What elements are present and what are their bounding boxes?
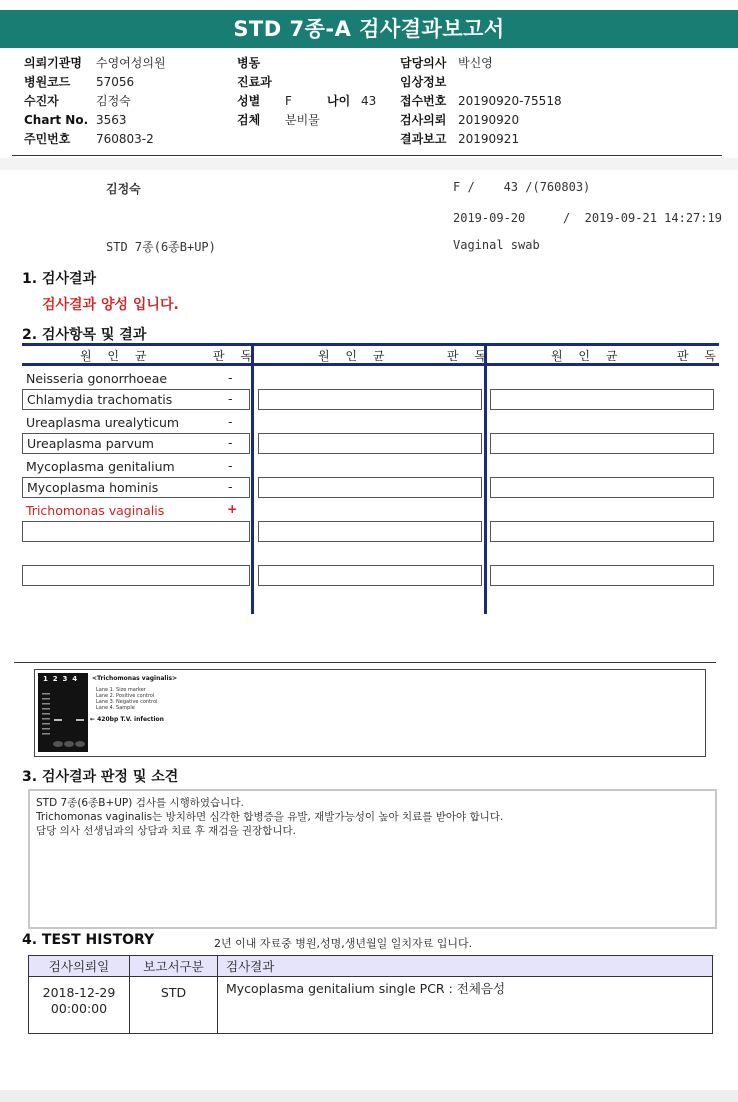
section4-title: 4. TEST HISTORY	[22, 932, 155, 948]
table-cell-empty	[258, 521, 482, 542]
table-cell-empty	[258, 433, 482, 454]
col-header-organism-2: 원 인 균	[318, 349, 391, 363]
history-table	[28, 955, 713, 1034]
table-cell-empty	[258, 477, 482, 498]
info-row-chart-no: Chart No. 3563	[24, 113, 127, 127]
info-row-sex-age: 성별 F 나이 43	[237, 94, 377, 108]
info-divider-shadow	[0, 158, 738, 170]
report-title: STD 7종-A 검사결과보고서	[0, 10, 738, 48]
info-row-doctor: 담당의사 박신영	[400, 56, 493, 70]
section1-title: 1. 검사결과	[22, 271, 97, 287]
findings-box	[28, 789, 717, 929]
summary-date-reported: / 2019-09-21 14:27:19	[563, 211, 722, 225]
col-header-judgement-2: 판 독	[447, 349, 492, 363]
gel-lane-numbers: 1 2 3 4	[43, 675, 78, 683]
table-row: Mycoplasma genitalium -	[26, 458, 233, 474]
gel-electrophoresis-image	[38, 673, 88, 752]
col-header-judgement-1: 판 독	[213, 349, 258, 363]
page-footer-bar	[0, 1090, 738, 1102]
history-header-type: 보고서구분	[130, 956, 218, 977]
col-header-organism-3: 원 인 균	[551, 349, 624, 363]
col-header-organism-1: 원 인 균	[80, 349, 153, 363]
table-row: Ureaplasma urealyticum -	[26, 414, 233, 430]
table-col-divider-1	[251, 343, 254, 614]
section2-title: 2. 검사항목 및 결과	[22, 327, 147, 343]
table-row: Chlamydia trachomatis -	[22, 389, 250, 410]
gel-divider	[14, 662, 716, 663]
table-top-border	[22, 343, 719, 346]
findings-text: STD 7종(6종B+UP) 검사를 시행하였습니다. Trichomonas vaginalis는 방치하면 심각한 합병증을 유발, 재발가능성이 높아 치료를 받아야 합니다. 담당 의사 선생님과의 상담과 치료 후 재검을 권장합니다.	[36, 797, 504, 837]
info-right	[400, 54, 720, 149]
summary-test-name: STD 7종(6종B+UP)	[106, 240, 216, 254]
table-row-empty	[22, 521, 250, 542]
summary-name: 김정숙	[106, 182, 141, 196]
info-row-receipt-no: 접수번호 20190920-75518	[400, 94, 562, 108]
table-cell-empty	[490, 565, 714, 586]
positive-result: 검사결과 양성 입니다.	[42, 297, 179, 313]
table-cell-empty	[490, 433, 714, 454]
table-row-positive: Trichomonas vaginalis +	[26, 501, 238, 518]
info-row-report-date: 결과보고 20190921	[400, 132, 520, 146]
table-cell-empty	[258, 565, 482, 586]
table-row: Neisseria gonorrhoeae -	[26, 370, 233, 386]
history-type-cell: STD	[130, 977, 218, 1034]
arrow-left-icon: ←	[90, 716, 96, 723]
info-row-resident-no: 주민번호 760803-2	[24, 132, 154, 146]
history-note: 2년 이내 자료중 병원,성명,생년월일 일치자료 입니다.	[214, 937, 473, 950]
history-header-date: 검사의뢰일	[29, 956, 130, 977]
history-result-cell: Mycoplasma genitalium single PCR : 전체음성	[218, 977, 713, 1034]
gel-image-frame	[34, 669, 706, 757]
gel-title: <Trichomonas vaginalis>	[92, 675, 178, 682]
table-cell-empty	[258, 389, 482, 410]
gel-band-label: ← 420bp T.V. infection	[90, 716, 164, 723]
info-middle	[237, 54, 397, 130]
info-divider	[12, 155, 722, 156]
table-cell-empty	[490, 477, 714, 498]
summary-specimen: Vaginal swab	[453, 238, 540, 252]
table-cell-empty	[490, 389, 714, 410]
summary-sex-age: F / 43 /(760803)	[453, 180, 591, 194]
table-col-divider-2	[484, 343, 487, 614]
info-row-specimen: 검체 분비물	[237, 113, 320, 127]
table-cell-empty	[490, 521, 714, 542]
history-date-cell: 2018-12-29 00:00:00	[29, 977, 130, 1034]
table-row	[29, 977, 713, 1034]
col-header-judgement-3: 판 독	[677, 349, 722, 363]
table-row-empty	[22, 565, 250, 586]
info-row-institution: 의뢰기관명 수영여성의원	[24, 56, 166, 70]
table-row: Mycoplasma hominis -	[22, 477, 250, 498]
history-header-row	[29, 956, 713, 977]
gel-bands-graphic	[38, 673, 88, 752]
gel-legend: Lane 1. Size marker Lane 2. Positive control Lane 3. Negative control Lane 4. Sample	[96, 687, 158, 711]
info-row-ward: 병동	[237, 56, 261, 70]
info-row-dept: 진료과	[237, 75, 272, 89]
info-row-patient: 수진자 김정숙	[24, 94, 131, 108]
history-header-result: 검사결과	[218, 956, 713, 977]
section3-title: 3. 검사결과 판정 및 소견	[22, 769, 179, 785]
info-left	[24, 54, 234, 149]
info-row-request-date: 검사의뢰 20190920	[400, 113, 520, 127]
info-row-hospital-code: 병원코드 57056	[24, 75, 135, 89]
summary-date-received: 2019-09-20	[453, 211, 526, 225]
table-row: Ureaplasma parvum -	[22, 433, 250, 454]
info-row-clinical: 임상정보	[400, 75, 447, 89]
